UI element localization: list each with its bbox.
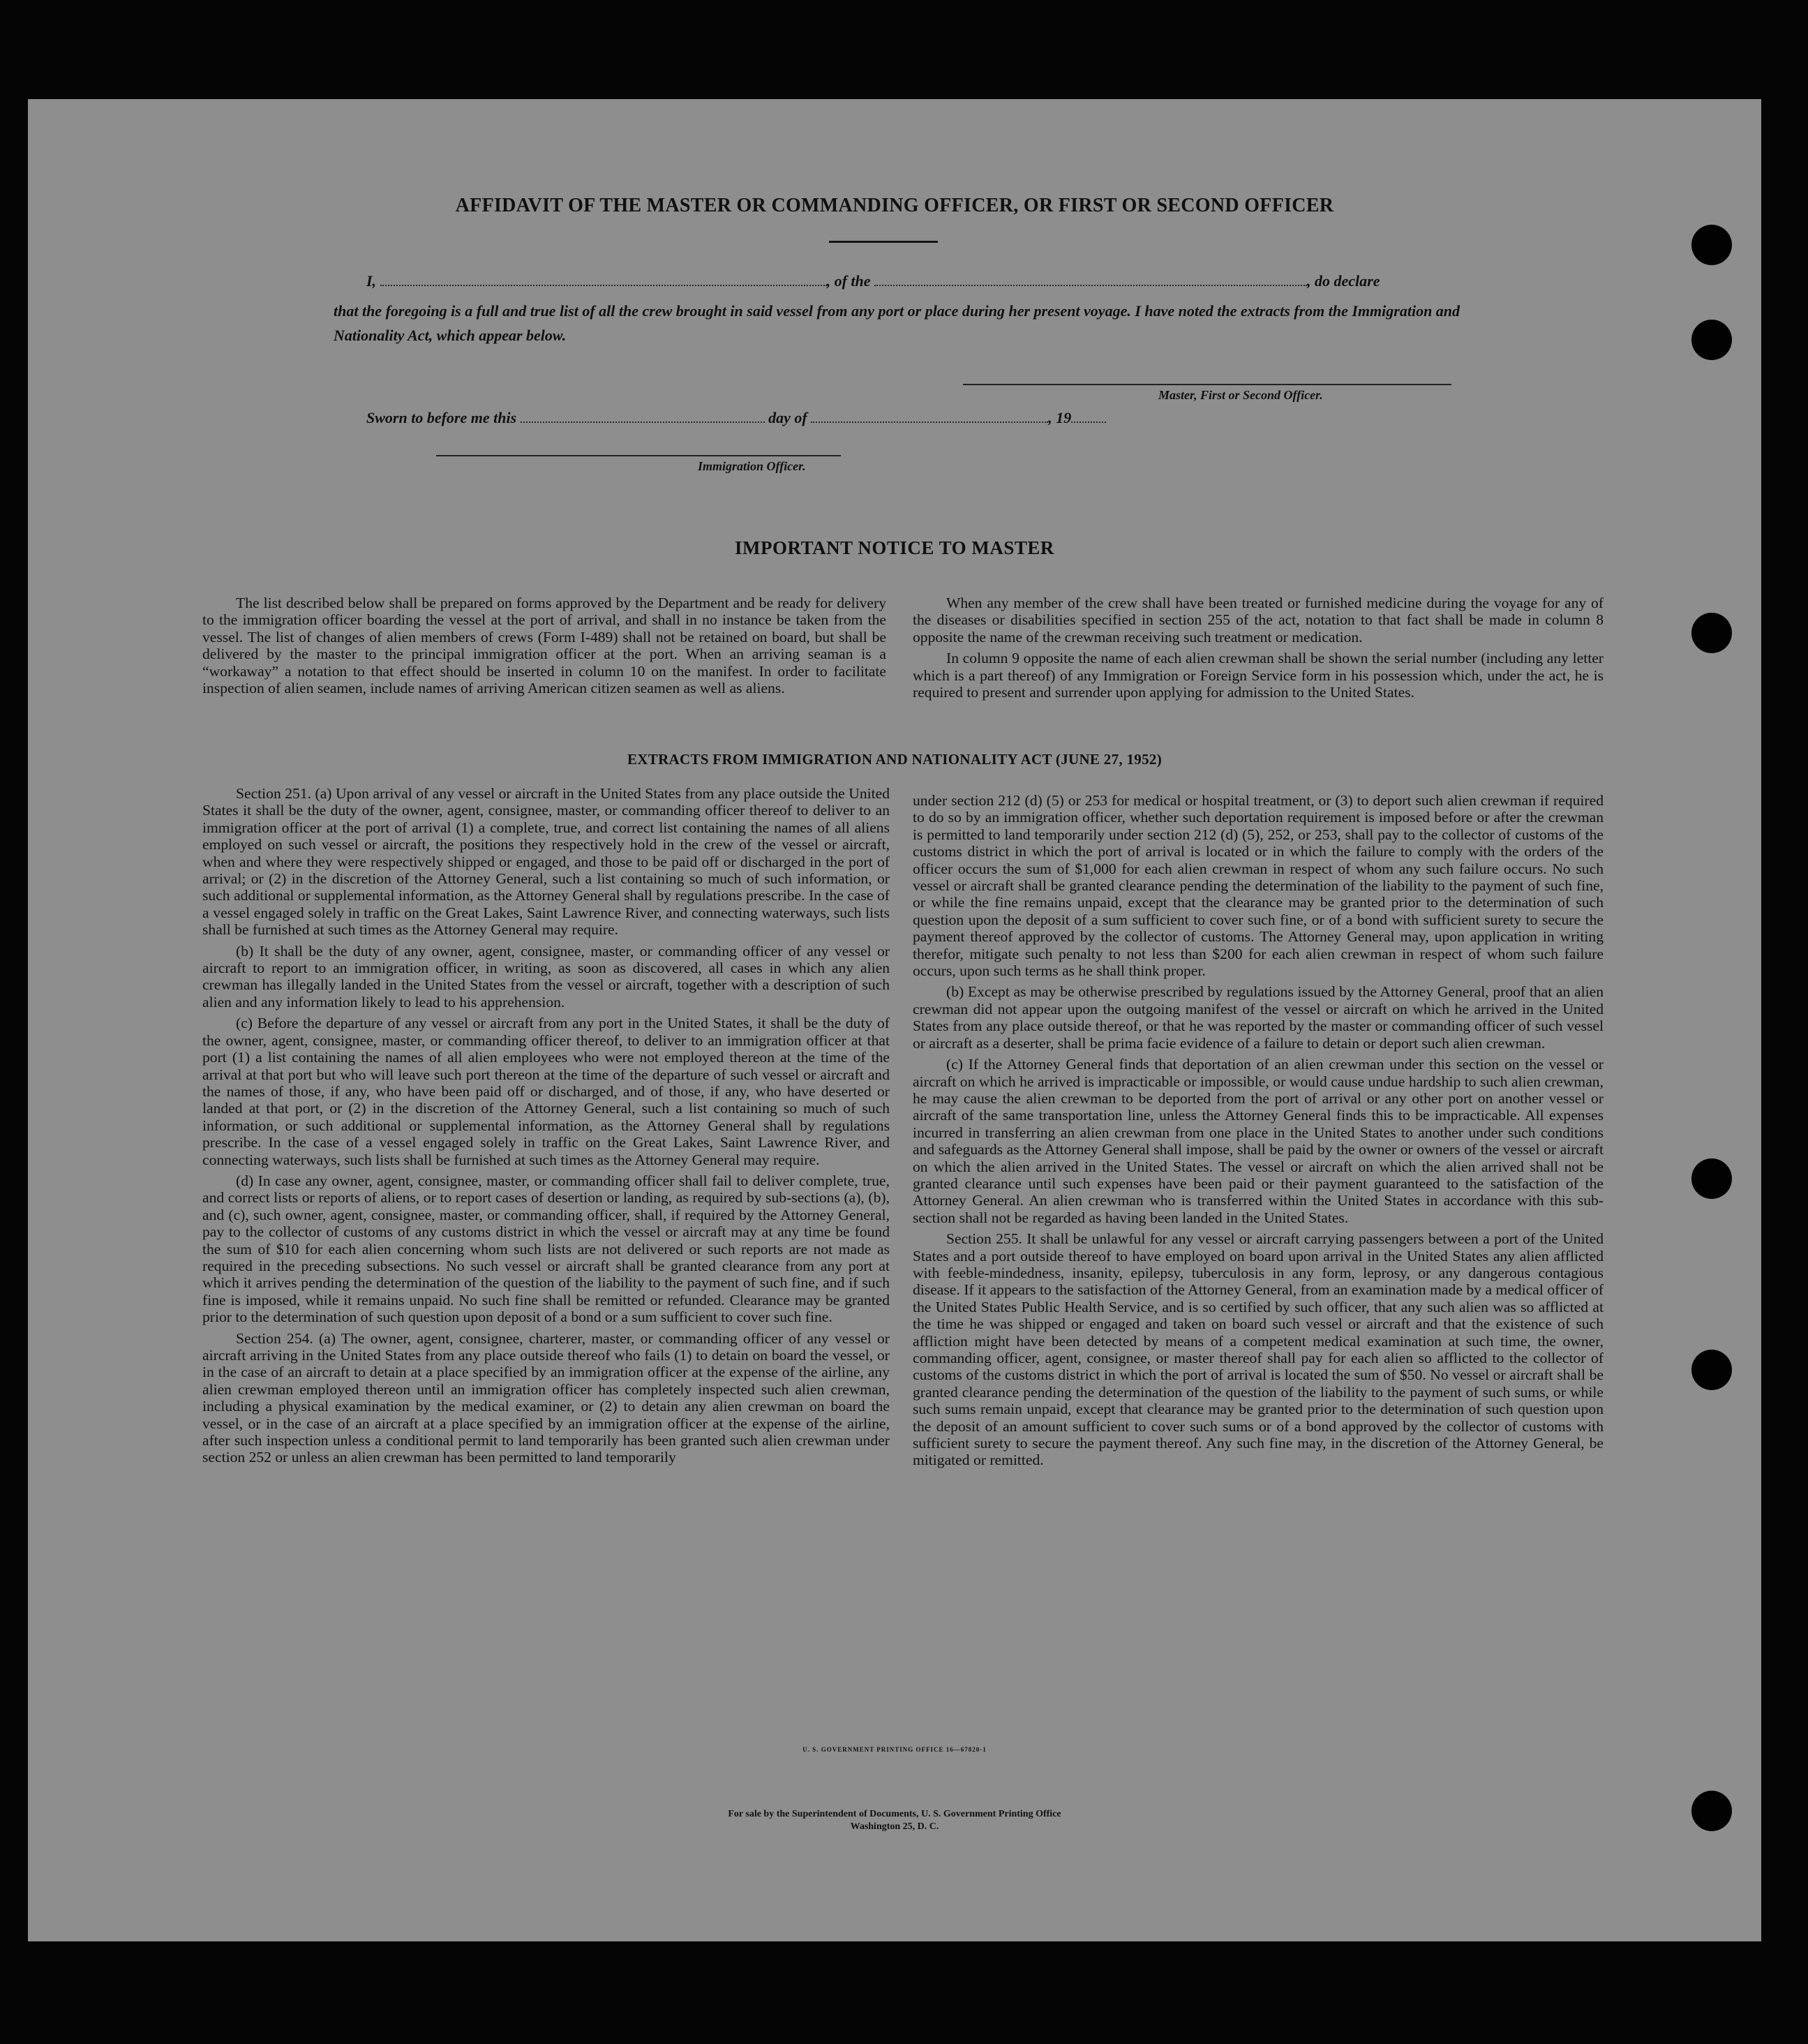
notice-paragraph: When any member of the crew shall have been treated or furnished medicine during the voyage for any of the diseases or disabilities specified in section 255 of the act, notation to that fact shall be made in column 8 opposite the name of the crewman receiving such treatment or medication. xyxy=(913,595,1604,646)
punch-hole xyxy=(1691,1350,1732,1390)
signature-line[interactable] xyxy=(963,384,1451,385)
do-declare-label: , do declare xyxy=(1307,272,1380,290)
notice-paragraph: In column 9 opposite the name of each alien crewman shall be shown the serial number (including any letter which is a part thereof) of any Immigration or Foreign Service form in his possession which, under the act, he is required to present and surrender upon applying for admission to the United States. xyxy=(913,650,1604,701)
month-field[interactable] xyxy=(811,421,1048,423)
sale-line-2: Washington 25, D. C. xyxy=(850,1821,939,1832)
section-251-c: (c) Before the departure of any vessel or aircraft from any port in the United States, it shall be the duty of the owner, agent, consignee, master, or commanding officer thereof, to deliver to an immigration officer at that port (1) a list containing the names of all alien employees who were not employed thereon at the time of the arrival at that port but who will leave such port thereon at the time of the departure of such vessel or aircraft and the names of those, if any, who have been paid off or discharged, and of those, if any, who have deserted or landed at that port, or (2) in the discretion of the Attorney General, such a list containing so much of such information, or such additional or supplemental information, as the Attorney General shall by regulations prescribe. In the case of a vessel engaged solely in traffic on the Great Lakes, Saint Lawrence River, and connecting waterways, such lists shall be furnished at such times as the Attorney General may require. xyxy=(202,1015,890,1168)
section-254-a-continued: under section 212 (d) (5) or 253 for medical or hospital treatment, or (3) to deport such alien crewman if required to do so by an immigration officer, whether such deportation requirement is imposed before or after the crewman is permitted to land temporarily under section 212 (d) (5), 252, or 253, shall pay to the collector of customs of the customs district in which the port of arrival is located or in which the failure to comply with the orders of the officer occurs the sum of $1,000 for each alien crewman in respect of whom any such failure occurs. No such vessel or aircraft shall be granted clearance pending the determination of the liability to the payment of such fine, or while the fine remains unpaid, except that the clearance may be granted prior to the determination of such question upon the deposit of a sum sufficient to cover such fine, or of a bond with sufficient surety to secure the payment thereof approved by the collector of customs. The Attorney General may, upon application in writing therefor, mitigate such penalty to not less than $200 for each alien crewman in respect of whom such failure occurs, upon such terms as he shall think proper. xyxy=(913,792,1604,980)
law-right-column xyxy=(913,792,1604,1469)
year-field[interactable] xyxy=(1071,421,1106,423)
section-251-d: (d) In case any owner, agent, consignee, master, or commanding officer shall fail to deliver complete, true, and correct lists or reports of aliens, or to report cases of desertion or landing, as required by sub-sections (a), (b), and (c), such owner, agent, consignee, master, or commanding officer, shall, if required by the Attorney General, pay to the collector of customs of any customs district in which the vessel or aircraft may at any time be found the sum of $10 for each alien concerning whom such lists are not delivered or such reports are not made as required in the preceding subsections. No such vessel or aircraft shall be granted clearance from any port at which it arrives pending the determination of the question of the liability to the payment of such fine, and if such fine is imposed, while it remains unpaid. No such fine shall be remitted or refunded. Clearance may be granted prior to the determination of such question upon deposit of a bond or a sum sufficient to cover such fine. xyxy=(202,1172,890,1326)
sworn-label: Sworn to before me this xyxy=(366,409,517,426)
day-of-label: day of xyxy=(768,409,807,426)
extracts-title: EXTRACTS FROM IMMIGRATION AND NATIONALITY ACT (JUNE 27, 1952) xyxy=(627,751,1162,768)
day-field[interactable] xyxy=(521,421,765,423)
punch-hole xyxy=(1691,1158,1732,1199)
notice-paragraph: The list described below shall be prepared on forms approved by the Department and be ready for delivery to the immigration officer boarding the vessel at the port of arrival, and shall in no instance be taken from the vessel. The list of changes of alien members of crews (Form I-489) shall not be retained on board, but shall be delivered by the master to the principal immigration officer at the port. When an arriving seaman is a “workaway” a notation to that effect should be inserted in column 10 on the manifest. In order to facilitate inspection of alien seamen, include names of arriving American citizen seamen as well as aliens. xyxy=(202,595,886,697)
declaration-text: that the foregoing is a full and true list of all the crew brought in said vessel from any port or place during her present voyage. I have noted the extracts from the Immigration and Nationality Act, which appear below. xyxy=(334,302,1460,344)
section-251-a: Section 251. (a) Upon arrival of any vessel or aircraft in the United States from any place outside the United States it shall be the duty of the owner, agent, consignee, master, or commanding officer thereof to deliver to an immigration officer at the port of arrival (1) a complete, true, and correct list containing the names of all aliens employed on such vessel or aircraft, the positions they respectively hold in the crew of the vessel or aircraft, when and where they were respectively shipped or engaged, and those to be paid off or discharged in the port of arrival; or (2) in the discretion of the Attorney General, such a list containing so much of such information, or such additional or supplemental information, as the Attorney General shall by regulations prescribe. In the case of a vessel engaged solely in traffic on the Great Lakes, Saint Lawrence River, and connecting waterways, such lists shall be furnished at such times as the Attorney General may require. xyxy=(202,785,890,939)
notice-right-column xyxy=(913,595,1604,701)
name-field[interactable] xyxy=(380,284,827,286)
section-255: Section 255. It shall be unlawful for any vessel or aircraft carrying passengers between a port of the United States and a port outside thereof to have employed on board upon arrival in the United States any alien afflicted with feeble-mindedness, insanity, epilepsy, tuberculosis in any form, leprosy, or any dangerous contagious disease. If it appears to the satisfaction of the Attorney General, from an examination made by a medical officer of the United States Public Health Service, and is so certified by such officer, that any such alien was so afflicted at the time he was shipped or engaged and taken on board such vessel or aircraft and that the existence of such affliction might have been detected by means of a competent medical examination at such time, the owner, commanding officer, agent, consignee, or master thereof shall pay for each alien so afflicted to the collector of customs of the customs district in which the port of arrival is located the sum of $50. No vessel or aircraft shall be granted clearance pending the determination of the question of the liability to the payment of such sums, or while such sums remain unpaid, except that clearance may be granted prior to the determination of such question upon the deposit of an amount sufficient to cover such sums or of a bond approved by the collector of customs with sufficient surety to secure the payment thereof. Any such fine may, in the discretion of the Attorney General, be mitigated or remitted. xyxy=(913,1230,1604,1469)
document-page xyxy=(28,99,1761,1941)
declaration-fill-line xyxy=(366,272,1469,290)
section-251-b: (b) It shall be the duty of any owner, agent, consignee, master, or commanding officer of any vessel or aircraft to report to an immigration officer, in writing, as soon as discovered, all cases in which any alien crewman has illegally landed in the United States from the vessel or aircraft, together with a description of such alien and any information likely to lead to his apprehension. xyxy=(202,942,890,1010)
section-254-b: (b) Except as may be otherwise prescribed by regulations issued by the Attorney General, proof that an alien crewman did not appear upon the outgoing manifest of the vessel or aircraft on which he arrived in the United States from any place outside thereof, or that he was reported by the master or commanding officer of such vessel or aircraft as a deserter, shall be prima facie evidence of a failure to detain or deport such alien crewman. xyxy=(913,983,1604,1052)
signature-label: Master, First or Second Officer. xyxy=(1158,388,1323,402)
punch-hole xyxy=(1691,613,1732,653)
vessel-field[interactable] xyxy=(874,284,1307,286)
punch-hole xyxy=(1691,320,1732,360)
punch-hole xyxy=(1691,225,1732,265)
of-the-label: , of the xyxy=(826,272,871,290)
immigration-officer-line[interactable] xyxy=(436,455,841,456)
section-254-a: Section 254. (a) The owner, agent, consignee, charterer, master, or commanding officer of any vessel or aircraft arriving in the United States from any place outside thereof who fails (1) to detain on board the vessel, or in the case of an aircraft to detain at a place specified by an immigration officer at the expense of the airline, any alien crewman employed thereon until an immigration officer has completely inspected such alien crewman, including a physical examination by the medical examiner, or (2) to detain any alien crewman on board the vessel, or in the case of an aircraft at a place specified by an immigration officer at the expense of the airline, after such inspection unless a conditional permit to land temporarily has been granted such alien crewman under section 252 or unless an alien crewman has been permitted to land temporarily xyxy=(202,1329,890,1466)
affidavit-title: AFFIDAVIT OF THE MASTER OR COMMANDING OFFICER, OR FIRST OR SECOND OFFICER xyxy=(455,195,1334,216)
notice-title: IMPORTANT NOTICE TO MASTER xyxy=(735,537,1054,558)
notice-left-column xyxy=(202,595,886,696)
immigration-officer-label: Immigration Officer. xyxy=(698,459,806,473)
law-left-column xyxy=(202,785,890,1466)
punch-hole xyxy=(1691,1791,1732,1831)
sale-line-1: For sale by the Superintendent of Documents, U. S. Government Printing Office xyxy=(728,1809,1061,1819)
i-label: I, xyxy=(366,272,377,290)
sworn-line xyxy=(366,409,1106,427)
title-rule xyxy=(829,241,938,243)
gpo-code: U. S. GOVERNMENT PRINTING OFFICE 16—67820-1 xyxy=(802,1746,987,1753)
section-254-c: (c) If the Attorney General finds that deportation of an alien crewman under this section on the vessel or aircraft on which he arrived is impracticable or impossible, or would cause undue hardship to such alien crewman, he may cause the alien crewman to be deported from the port of arrival or any other port on another vessel or aircraft of the same transportation line, unless the Attorney General finds this to be impracticable. All expenses incurred in transferring an alien crewman from one place in the United States to another under such conditions and safeguards as the Attorney General shall impose, shall be paid by the owner or owners of the vessel or aircraft on which the alien arrived in the United States. The vessel or aircraft on which the alien arrived shall not be granted clearance until such expenses have been paid or their payment guaranteed to the satisfaction of the Attorney General. An alien crewman who is transferred within the United States in accordance with this sub-section shall not be regarded as having been landed in the United States. xyxy=(913,1056,1604,1226)
year-label: , 19 xyxy=(1048,409,1072,426)
